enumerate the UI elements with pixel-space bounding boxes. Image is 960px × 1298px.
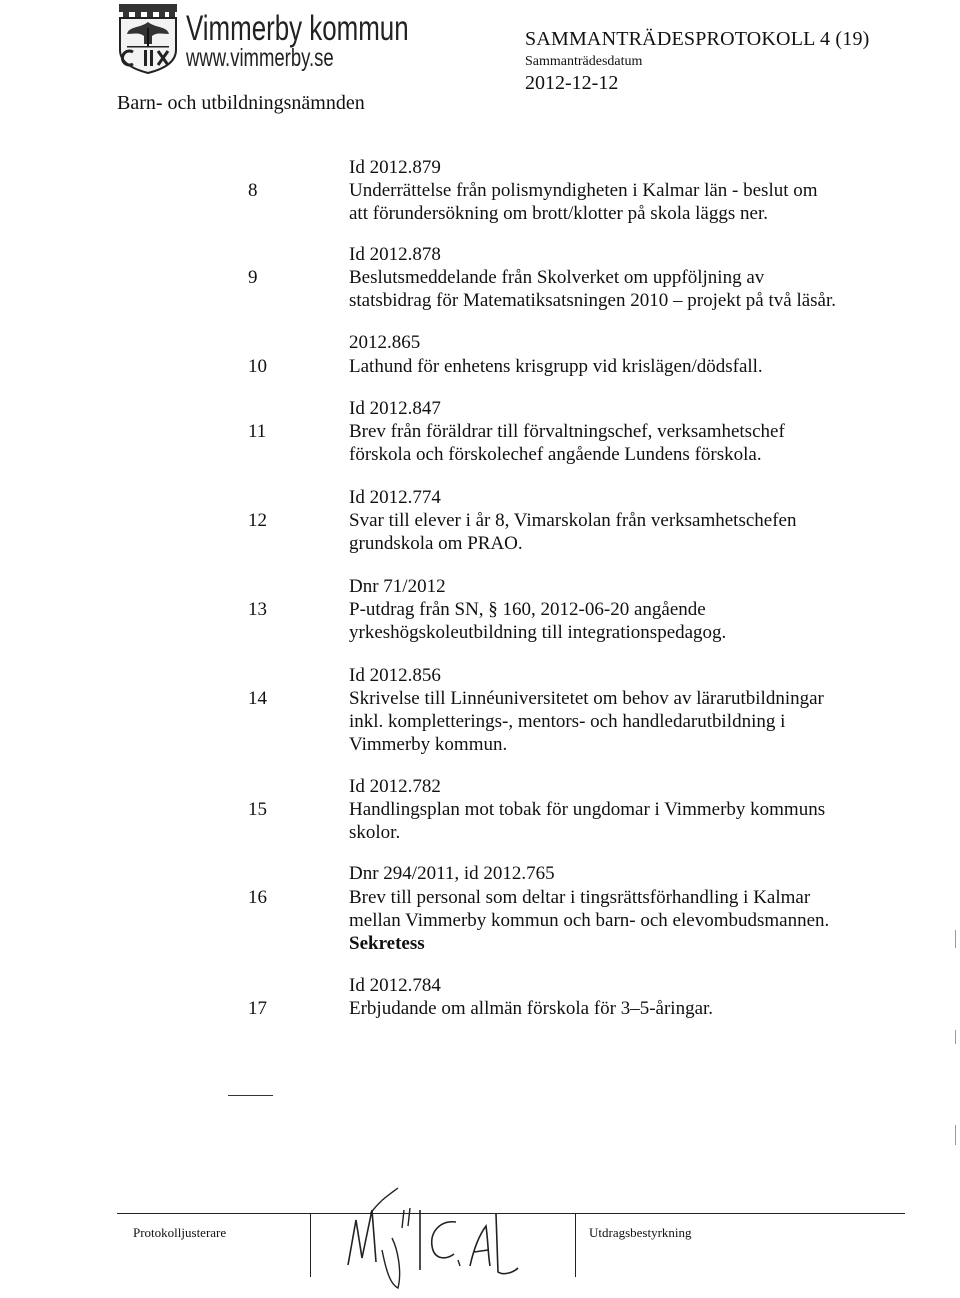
- item-reference: Id 2012.784: [349, 975, 441, 996]
- item-description-line: Lathund för enhetens krisgrupp vid krislägen/dödsfall.: [349, 356, 763, 377]
- item-number: 12: [248, 510, 267, 531]
- item-description-line: förskola och förskolechef angående Lundens förskola.: [349, 444, 762, 465]
- protocol-title: SAMMANTRÄDESPROTOKOLL 4 (19): [525, 28, 870, 50]
- footer-separator: [575, 1213, 576, 1277]
- item-description: [349, 420, 869, 466]
- item-reference: Id 2012.847: [349, 398, 441, 419]
- item-number: 13: [248, 599, 267, 620]
- item-description: [349, 509, 869, 555]
- item-description-line: Erbjudande om allmän förskola för 3–5-åringar.: [349, 998, 714, 1019]
- adjuster-label: Protokolljusterare: [133, 1225, 227, 1240]
- item-description-line: Underrättelse från polismyndigheten i Kalmar län - beslut om: [349, 180, 818, 201]
- item-reference: Dnr 71/2012: [349, 576, 446, 597]
- item-description-line: Vimmerby kommun.: [349, 734, 508, 755]
- item-reference: Id 2012.774: [349, 487, 441, 508]
- item-description-line: P-utdrag från SN, § 160, 2012-06-20 angående: [349, 599, 706, 620]
- item-number: 16: [248, 887, 267, 908]
- item-description: [349, 997, 869, 1020]
- item-number: 9: [248, 267, 258, 288]
- item-description-line: grundskola om PRAO.: [349, 533, 523, 554]
- item-description-line: statsbidrag för Matematiksatsningen 2010 – projekt på två läsår.: [349, 290, 837, 311]
- item-description-line: mellan Vimmerby kommun och barn- och elevombudsmannen.: [349, 910, 830, 931]
- item-description-line: Skrivelse till Linnéuniversitetet om behov av lärarutbildningar: [349, 688, 824, 709]
- item-description-line: Svar till elever i år 8, Vimarskolan från verksamhetschefen: [349, 510, 797, 531]
- item-number: 8: [248, 180, 258, 201]
- item-reference: 2012.865: [349, 332, 421, 353]
- item-description-line: Handlingsplan mot tobak för ungdomar i Vimmerby kommuns: [349, 799, 826, 820]
- meeting-date-label: Sammanträdesdatum: [525, 54, 643, 69]
- margin-mark: [955, 1030, 956, 1044]
- item-description: [349, 355, 869, 378]
- item-description-line: Brev till personal som deltar i tingsrättsförhandling i Kalmar: [349, 887, 811, 908]
- item-number: 14: [248, 688, 267, 709]
- meeting-date: 2012-12-12: [525, 72, 619, 94]
- item-number: 17: [248, 998, 267, 1019]
- item-reference: Id 2012.879: [349, 157, 441, 178]
- item-description-line: yrkeshögskoleutbildning till integrationspedagog.: [349, 622, 727, 643]
- item-description: [349, 886, 869, 955]
- margin-mark: [955, 1125, 956, 1145]
- margin-mark: [955, 930, 956, 948]
- item-description: [349, 179, 869, 225]
- item-number: 15: [248, 799, 267, 820]
- department-name: Barn- och utbildningsnämnden: [117, 92, 365, 114]
- footer-separator: [310, 1213, 311, 1277]
- organization-url[interactable]: www.vimmerby.se: [186, 44, 334, 72]
- item-description-line: Brev från föräldrar till förvaltningschef, verksamhetschef: [349, 421, 785, 442]
- certification-label: Utdragsbestyrkning: [589, 1225, 692, 1240]
- item-description: [349, 266, 869, 312]
- divider: [228, 1095, 273, 1096]
- item-reference: Id 2012.878: [349, 244, 441, 265]
- signature-marks: [328, 1180, 568, 1290]
- item-number: 11: [248, 421, 267, 442]
- coat-of-arms-logo: [117, 4, 179, 74]
- item-description-line: Beslutsmeddelande från Skolverket om uppföljning av: [349, 267, 765, 288]
- item-description-line: skolor.: [349, 822, 401, 843]
- item-description: [349, 798, 869, 844]
- item-description: [349, 687, 869, 756]
- item-reference: Id 2012.782: [349, 776, 441, 797]
- item-reference: Id 2012.856: [349, 665, 441, 686]
- item-description: [349, 598, 869, 644]
- organization-name: Vimmerby kommun: [186, 9, 409, 48]
- item-description-line: inkl. kompletterings-, mentors- och handledarutbildning i: [349, 711, 786, 732]
- confidential-label: Sekretess: [349, 933, 425, 954]
- item-description-line: att förundersökning om brott/klotter på skola läggs ner.: [349, 203, 768, 224]
- item-number: 10: [248, 356, 267, 377]
- item-reference: Dnr 294/2011, id 2012.765: [349, 863, 555, 884]
